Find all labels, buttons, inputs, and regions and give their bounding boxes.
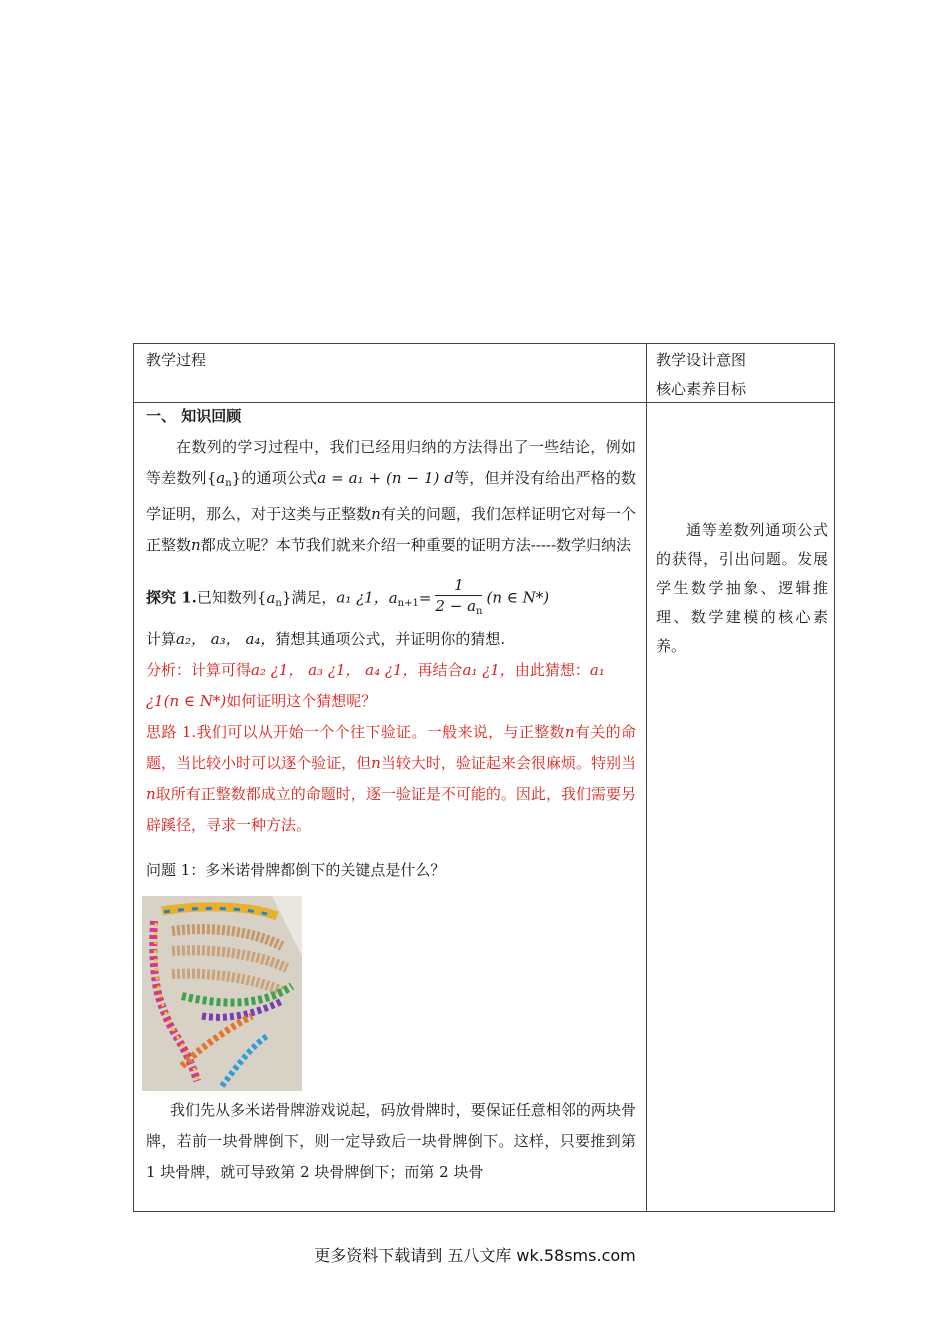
math-formula: a = a₁ + (n − 1) d <box>317 469 454 487</box>
design-intent-note <box>656 516 828 661</box>
review-text-b: }的通项公式 <box>231 469 318 487</box>
domino-paragraph: 我们先从多米诺骨牌游戏说起，码放骨牌时，要保证任意相邻的两块骨牌，若前一块骨牌倒下，则一定导致后一块骨牌倒下。这样，只要推到第 1 块骨牌，就可导致第 2 块骨牌倒下；而第 2 块骨 <box>146 1100 636 1181</box>
condition-recurrence: $a_{n+1}=$ <box>388 588 432 609</box>
analysis-paragraph: 分析：计算可得a₂ ¿1， a₃ ¿1， a₄ ¿1，再结合a₁ ¿1，由此猜想：a₁ ¿1(n ∈ N*)如何证明这个猜想呢？ <box>146 660 605 710</box>
explore-text-b: }满足， <box>281 588 337 607</box>
explore-text-a: 已知数列{ <box>196 588 267 607</box>
header-design-intent <box>656 346 746 404</box>
math-n: n <box>191 536 201 554</box>
lesson-table <box>133 343 835 1212</box>
review-text-c: 等，但并没有给出严格的数学证明，那么，对于这类与正整数 <box>146 469 636 523</box>
explore-1 <box>146 575 636 624</box>
explore-task: 计算a₂， a₃， a₄，猜想其通项公式，并证明你的猜想. <box>146 629 506 648</box>
explore-label: 探究 1. <box>146 588 197 607</box>
review-paragraph <box>146 432 636 561</box>
domino-photo <box>142 896 302 1091</box>
section-title: 一、 知识回顾 <box>146 407 242 425</box>
idea-1-paragraph: 思路 1.我们可以从开始一个个往下验证。一般来说，与正整数n有关的命题，当比较小时可以逐个验证，但n当较大时，验证起来会很麻烦。特别当n取所有正整数都成立的命题时，逐一验证是不可能的。因此，我们需要另辟蹊径，寻求一种方法。 <box>146 722 636 834</box>
header-right-line2: 核心素养目标 <box>656 380 747 398</box>
math-n: n <box>371 505 381 523</box>
question-1: 问题 1：多米诺骨牌都倒下的关键点是什么？ <box>146 860 446 879</box>
teaching-content <box>146 404 636 1188</box>
condition-a1: a₁ ¿1， <box>336 588 389 607</box>
domain-n: (n ∈ N*) <box>486 588 550 607</box>
column-divider <box>646 344 647 1211</box>
header-right-line1: 教学设计意图 <box>656 351 747 369</box>
math-an: $a_n$ <box>266 588 282 609</box>
footer-download-link[interactable]: 更多资料下载请到 五八文库 wk.58sms.com <box>314 1246 636 1265</box>
review-text-e: 都成立呢？本节我们就来介绍一种重要的证明方法-----数学归纳法 <box>200 536 632 554</box>
recurrence-fraction: $\frac{1}{2 - a_n}$ <box>435 576 483 617</box>
review-text-d: 有关的问题，我们怎样证明它对每一个正整数 <box>146 505 636 554</box>
domino-illustration <box>142 896 302 1091</box>
review-text-a: 在数列的学习过程中，我们已经用归纳的方法得出了一些结论，例如等差数列{ <box>146 438 636 487</box>
intent-text: 通等差数列通项公式的获得，引出问题。发展学生数学抽象、逻辑推理、数学建模的核心素养。 <box>656 521 828 655</box>
math-an: $a_n$ <box>216 469 232 489</box>
header-teaching-process: 教学过程 <box>146 351 207 369</box>
